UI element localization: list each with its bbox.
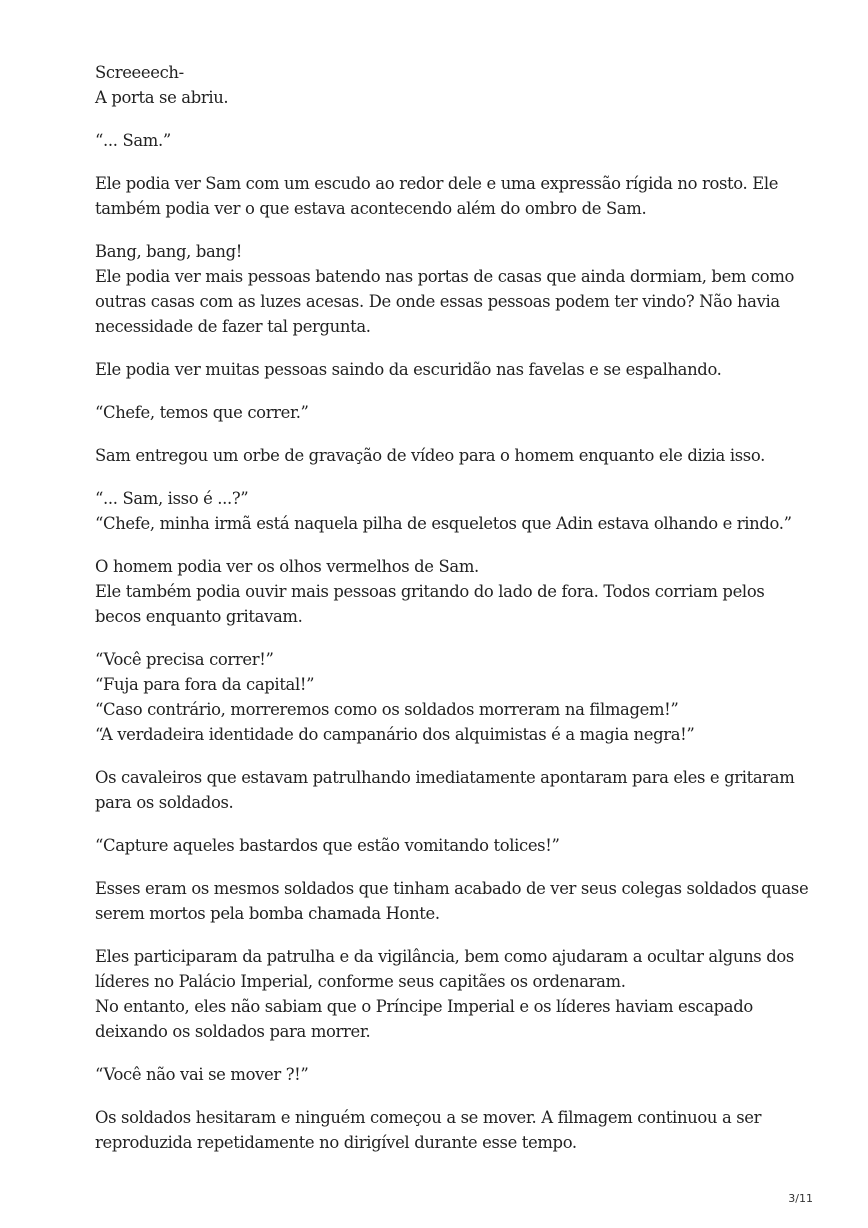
paragraph bbox=[95, 128, 795, 153]
text-line: “Você não vai se mover ?!” bbox=[95, 1065, 309, 1084]
paragraph bbox=[95, 60, 795, 110]
text-line: para os soldados. bbox=[95, 793, 234, 812]
text-line: também podia ver o que estava acontecendo além do ombro de Sam. bbox=[95, 199, 647, 218]
text-line: Bang, bang, bang! bbox=[95, 242, 242, 261]
text-line: “Chefe, minha irmã está naquela pilha de esqueletos que Adin estava olhando e rindo.” bbox=[95, 514, 792, 533]
text-line: No entanto, eles não sabiam que o Príncipe Imperial e os líderes haviam escapado bbox=[95, 997, 753, 1016]
text-line: “... Sam.” bbox=[95, 131, 171, 150]
paragraph bbox=[95, 486, 795, 536]
paragraph bbox=[95, 554, 795, 629]
paragraph bbox=[95, 400, 795, 425]
document-body bbox=[95, 60, 809, 1173]
paragraph bbox=[95, 239, 795, 339]
text-line: Os soldados hesitaram e ninguém começou a se mover. A filmagem continuou a ser bbox=[95, 1108, 762, 1127]
paragraph bbox=[95, 876, 809, 926]
text-line: “Fuja para fora da capital!” bbox=[95, 675, 315, 694]
text-line: Screeeech- bbox=[95, 63, 184, 82]
text-line: outras casas com as luzes acesas. De onde essas pessoas podem ter vindo? Não havia bbox=[95, 292, 780, 311]
text-line: Eles participaram da patrulha e da vigilância, bem como ajudaram a ocultar alguns dos bbox=[95, 947, 794, 966]
text-line: A porta se abriu. bbox=[95, 88, 229, 107]
text-line: O homem podia ver os olhos vermelhos de Sam. bbox=[95, 557, 479, 576]
text-line: serem mortos pela bomba chamada Honte. bbox=[95, 904, 440, 923]
text-line: “... Sam, isso é ...?” bbox=[95, 489, 249, 508]
paragraph bbox=[95, 647, 795, 747]
text-line: Os cavaleiros que estavam patrulhando imediatamente apontaram para eles e gritaram bbox=[95, 768, 795, 787]
paragraph bbox=[95, 1062, 795, 1087]
paragraph bbox=[95, 765, 795, 815]
text-line: Esses eram os mesmos soldados que tinham acabado de ver seus colegas soldados quase bbox=[95, 879, 809, 898]
text-line: Ele podia ver Sam com um escudo ao redor dele e uma expressão rígida no rosto. Ele bbox=[95, 174, 779, 193]
paragraph bbox=[95, 357, 795, 382]
paragraph bbox=[95, 171, 795, 221]
text-line: líderes no Palácio Imperial, conforme seus capitães os ordenaram. bbox=[95, 972, 626, 991]
text-line: “Capture aqueles bastardos que estão vomitando tolices!” bbox=[95, 836, 560, 855]
text-line: deixando os soldados para morrer. bbox=[95, 1022, 371, 1041]
text-line: Ele também podia ouvir mais pessoas gritando do lado de fora. Todos corriam pelos bbox=[95, 582, 765, 601]
page-number: 3/11 bbox=[788, 1192, 813, 1205]
text-line: becos enquanto gritavam. bbox=[95, 607, 303, 626]
text-line: “Chefe, temos que correr.” bbox=[95, 403, 309, 422]
paragraph bbox=[95, 944, 795, 1044]
text-line: “A verdadeira identidade do campanário dos alquimistas é a magia negra!” bbox=[95, 725, 695, 744]
text-line: “Você precisa correr!” bbox=[95, 650, 274, 669]
text-line: necessidade de fazer tal pergunta. bbox=[95, 317, 371, 336]
text-line: reproduzida repetidamente no dirigível durante esse tempo. bbox=[95, 1133, 577, 1152]
text-line: “Caso contrário, morreremos como os soldados morreram na filmagem!” bbox=[95, 700, 679, 719]
text-line: Ele podia ver muitas pessoas saindo da escuridão nas favelas e se espalhando. bbox=[95, 360, 722, 379]
text-line: Sam entregou um orbe de gravação de vídeo para o homem enquanto ele dizia isso. bbox=[95, 446, 765, 465]
text-line: Ele podia ver mais pessoas batendo nas portas de casas que ainda dormiam, bem como bbox=[95, 267, 795, 286]
paragraph bbox=[95, 1105, 795, 1155]
paragraph bbox=[95, 443, 795, 468]
paragraph bbox=[95, 833, 795, 858]
